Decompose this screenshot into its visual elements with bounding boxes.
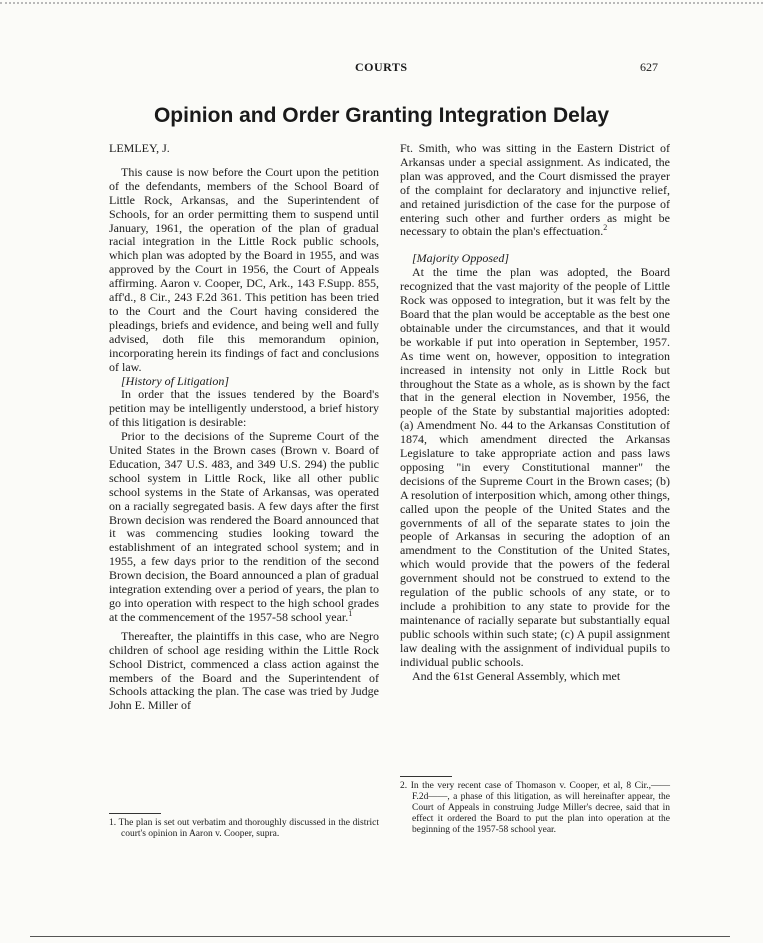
footnote-2: 2. In the very recent case of Thomason v. Cooper, et al, 8 Cir.,——F.2d——, a phase of this litigation, as will hereinafter appear, the Court of Appeals in construing Judge Miller's decree, said that in effect it ordered the Board to put the plan into operation at the beginning of the 1957-58 school year. bbox=[400, 781, 670, 835]
right-paragraph-3: And the 61st General Assembly, which met bbox=[412, 668, 621, 683]
right-paragraph-1-text: Ft. Smith, who was sitting in the Eastern District of Arkansas under a special assignment. As indicated, the plan was approved, and the Court dismissed the prayer of the complaint for declaratory and injunctive relief, and retained jurisdiction of the case for the purpose of entering such other and further orders as might be necessary to obtain the plan's effectuation. bbox=[400, 141, 670, 239]
top-edge-border bbox=[0, 2, 763, 4]
footnote-1: 1. The plan is set out verbatim and thoroughly discussed in the district court's opinion in Aaron v. Cooper, supra. bbox=[109, 818, 379, 839]
right-paragraph-1 bbox=[400, 142, 670, 239]
right-paragraph-2: At the time the plan was adopted, the Board recognized that the vast majority of the people of Little Rock was opposed to integration, but it was felt by the Board that the plan would be acceptable as the best one obtainable under the circumstances, and that it would be workable if put into operation in September, 1957. As time went on, however, opposition to integration increased in intensity not only in Little Rock but throughout the State as a whole, as is shown by the fact that in the general election in November, 1956, the people of the State by substantial majorities adopted: (a) Amendment No. 44 to the Arkansas Constitution of 1874, which amendment directed the Arkansas Legislature to take appropriate action and pass laws opposing "in every Constitutional manner" the decisions of the Supreme Court in the Brown cases; (b) A resolution of interposition which, among other things, called upon the people of the United States and the governments of all of the separate states to join the people of Arkansas in securing the adoption of an amendment to the Constitution of the United States, which would provide that the powers of the federal government should not be construed to extend to the regulation of the public schools of any state, or to include a prohibition to any state to provide for the maintenance of racially separate but substantially equal public schools within such state; (c) A pupil assignment law dealing with the assignment of individual pupils to individual public schools. bbox=[400, 265, 670, 669]
footnote-rule-right bbox=[400, 776, 452, 777]
footnote-ref-1[interactable]: 1 bbox=[348, 608, 353, 618]
left-paragraph-4: Thereafter, the plaintiffs in this case, who are Negro children of school age residing within the Little Rock School District, commenced a class action against the members of the Board and the Superintendent of Schools attacking the plan. The case was tried by Judge John E. Miller of bbox=[109, 628, 379, 713]
footnote-rule bbox=[109, 813, 161, 814]
footnote-ref-2[interactable]: 2 bbox=[603, 223, 608, 233]
right-footnote-area bbox=[400, 766, 670, 836]
left-paragraph-3-text: Prior to the decisions of the Supreme Court of the United States in the Brown cases (Brown v. Board of Education, 347 U.S. 483, and 349 U.S. 294) the public school system in Little Rock, like all other public school systems in the State of Arkansas, was operated on a racially segregated basis. A few days after the first Brown decision was rendered the Board announced that it was commencing studies looking toward the establishment of an integrated school system; and in 1955, a few days prior to the rendition of the second Brown decision, the Board announced a plan of gradual integration extending over a period of years, the plan to go into operation with respect to the high school grades at the commencement of the 1957-58 school year. bbox=[109, 429, 379, 624]
right-column bbox=[400, 142, 670, 683]
section-heading-majority: [Majority Opposed] bbox=[412, 251, 509, 266]
left-paragraph-1: This cause is now before the Court upon the petition of the defendants, members of the School Board of Little Rock, Arkansas, and the Superintendent of Schools, for an order permitting them to suspend until January, 1961, the operation of the plan of gradual racial integration in the Little Rock public schools, which plan was adopted by the Board in 1955, and was approved by the Court in 1956, the Court of Appeals affirming. Aaron v. Cooper, DC, Ark., 143 F.Supp. 855, aff'd., 8 Cir., 243 F.2d 361. This petition has been tried to the Court and the Court having considered the pleadings, briefs and evidence, and being well and fully advised, doth file this memorandum opinion, incorporating herein its findings of fact and conclusions of law. bbox=[109, 164, 379, 374]
running-header: COURTS bbox=[355, 60, 408, 74]
left-paragraph-3 bbox=[109, 430, 379, 625]
section-heading-history: [History of Litigation] bbox=[121, 373, 230, 388]
judge-name: LEMLEY, J. bbox=[109, 141, 170, 155]
left-column bbox=[109, 142, 379, 713]
opinion-title: Opinion and Order Granting Integration Delay bbox=[153, 104, 610, 127]
left-paragraph-2: In order that the issues tendered by the Board's petition may be intelligently understood, a brief history of this litigation is desirable: bbox=[109, 387, 379, 430]
left-footnote-area bbox=[109, 803, 379, 840]
bottom-edge-line bbox=[30, 936, 730, 937]
page-number: 627 bbox=[640, 60, 658, 74]
